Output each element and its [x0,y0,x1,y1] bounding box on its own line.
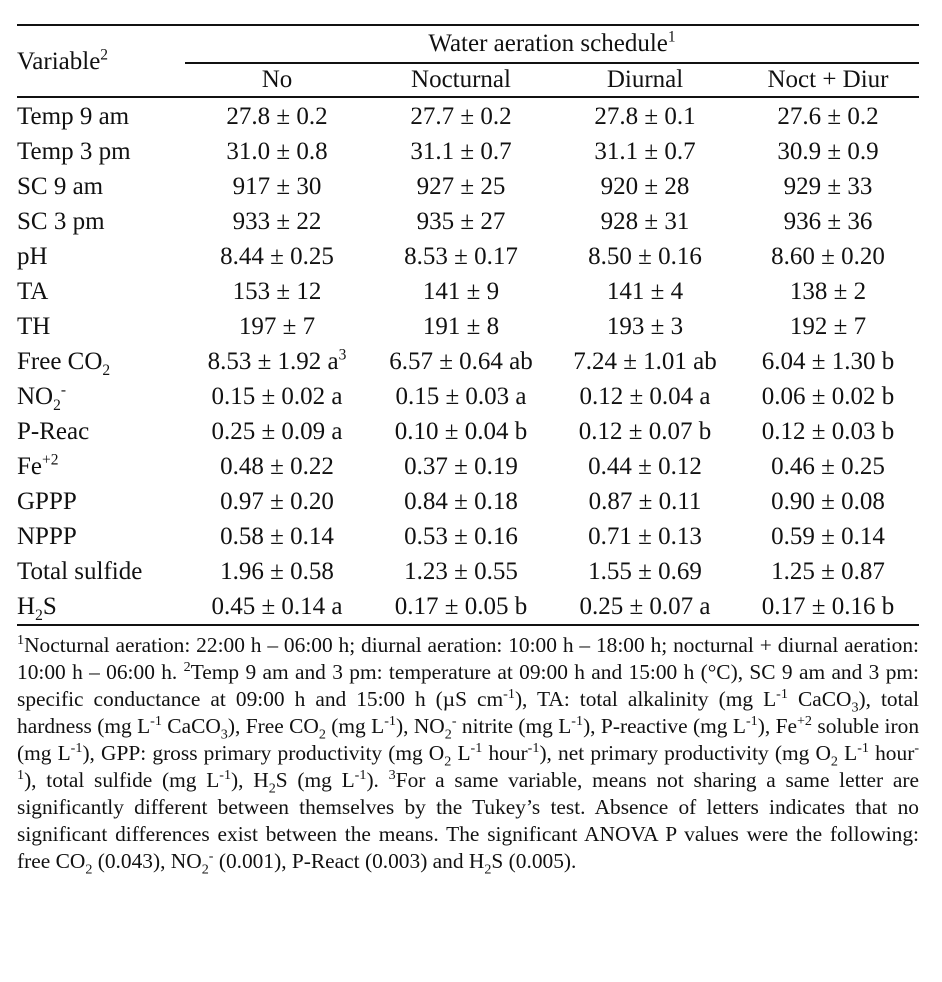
table-row [17,449,919,484]
table-cell: 0.12 ± 0.07 b [578,418,712,445]
table-footnotes: $^1$Nocturnal aeration: 22:00 h – 06:00 h; diurnal aeration: 10:00 h – 18:00 h; nocturnal + diurnal aeration: 10:00 h – 06:00 h. $^2$Temp 9 am and 3 pm: temperature at 09:00 h and 15:00 h (°C), SC 9 am and 3 pm: specific conductance at 09:00 h and 15:00 h (µS $cm^{-1}$), TA: total alkalinity (mg $L^{-1}$ CaCO$_3$), total hardness (mg $L^{-1}$ CaCO$_3$), Free $CO_2$ (mg $L^{-1}$), $NO_2^-$ nitrite (mg $L^{-1}$), P-reactive (mg $L^{-1}$), $Fe^{+2}$ soluble iron (mg $L^{-1}$), GPP: gross primary productivity (mg $O_2$ $L^{-1}$ hour$^{-1}$), net primary productivity (mg $O_2$ $L^{-1}$ hour$^{-1}$), total sulfide (mg $L^{-1}$), $H_2S$ (mg $L^{-1}$). $^3$For a same variable, means not sharing a same letter are significantly different between themselves by the Tukey’s test. Absence of letters indicates that no significant differences exist between the means. The significant ANOVA P values were the following: free $CO_2$ (0.043), $NO_2^-$ (0.001), P-React (0.003) and $H_2S$ (0.005). [17,631,920,878]
table-cell: 8.53 ± 1.92 $a^3$ [207,346,347,375]
table-cell: 0.71 ± 0.13 [588,523,702,550]
table-cell: 0.87 ± 0.11 [588,488,702,515]
table-cell: 27.8 ± 0.2 [226,103,328,130]
column-header: No [185,63,369,97]
table-cell: 0.37 ± 0.19 [404,453,518,480]
table-cell: 0.59 ± 0.14 [771,523,885,550]
table-cell: 0.53 ± 0.16 [404,523,518,550]
table-cell: 8.53 ± 0.17 [404,243,518,270]
row-label: Temp 3 pm [17,138,131,165]
table-row [17,484,919,519]
row-label: P-Reac [17,418,90,445]
table-row [17,204,919,239]
table-cell: 0.17 ± 0.16 b [761,593,895,620]
table-cell: 0.25 ± 0.09 a [211,418,343,445]
table-cell: 0.58 ± 0.14 [220,523,334,550]
table-cell: 27.8 ± 0.1 [594,103,696,130]
row-label: SC 3 pm [17,208,105,235]
row-label: Free $CO_2$ [17,348,111,379]
table-cell: 0.97 ± 0.20 [220,488,334,515]
table-cell: 31.1 ± 0.7 [410,138,512,165]
table-cell: 1.23 ± 0.55 [404,558,518,585]
table-cell: 0.84 ± 0.18 [404,488,518,515]
table-cell: 191 ± 8 [422,313,500,340]
row-label: pH [17,243,48,270]
row-label: GPPP [17,488,77,515]
row-label: Temp 9 am [17,103,130,130]
row-label: NPPP [17,523,77,550]
table-cell: 31.1 ± 0.7 [594,138,696,165]
table-cell: 197 ± 7 [238,313,316,340]
table-row [17,519,919,554]
row-label: $NO_2^-$ [17,381,67,414]
table-row [17,554,919,589]
row-label: $Fe^{+2}$ [17,451,59,480]
table-cell: 31.0 ± 0.8 [226,138,328,165]
variable-header: Variable$^2$ [17,46,109,75]
table-cell: 193 ± 3 [606,313,684,340]
table-row [17,274,919,309]
table-cell: 927 ± 25 [416,173,506,200]
table-cell: 0.10 ± 0.04 b [394,418,528,445]
table-cell: 0.90 ± 0.08 [771,488,885,515]
table-cell: 0.15 ± 0.03 a [395,383,527,410]
table-cell: 928 ± 31 [600,208,690,235]
table-cell: 0.45 ± 0.14 a [211,593,343,620]
table-cell: 138 ± 2 [789,278,867,305]
table-cell: 30.9 ± 0.9 [777,138,879,165]
table-row [17,589,919,625]
table-cell: 27.7 ± 0.2 [410,103,512,130]
table-cell: 7.24 ± 1.01 ab [573,348,717,375]
table-cell: 0.12 ± 0.03 b [761,418,895,445]
table-row [17,344,919,379]
row-label: $H_2S$ [17,593,57,624]
row-label: Total sulfide [17,558,143,585]
table-container [17,0,920,878]
table-row [17,379,919,414]
table-row [17,169,919,204]
table-cell: 0.12 ± 0.04 a [579,383,711,410]
row-label: SC 9 am [17,173,104,200]
aeration-schedule-header: Water aeration schedule$^1$ [428,28,676,57]
table-cell: 8.50 ± 0.16 [588,243,702,270]
row-label: TA [17,278,49,305]
table-cell: 936 ± 36 [783,208,873,235]
table-row [17,414,919,449]
table-cell: 8.44 ± 0.25 [220,243,334,270]
table-row [17,309,919,344]
water-quality-table [17,24,919,626]
table-row [17,239,919,274]
table-cell: 6.57 ± 0.64 ab [389,348,533,375]
table-cell: 141 ± 4 [606,278,684,305]
table-cell: 935 ± 27 [416,208,506,235]
table-cell: 1.25 ± 0.87 [771,558,885,585]
table-cell: 0.48 ± 0.22 [220,453,334,480]
table-cell: 192 ± 7 [789,313,867,340]
table-cell: 0.46 ± 0.25 [771,453,885,480]
table-cell: 0.15 ± 0.02 a [211,383,343,410]
table-cell: 933 ± 22 [232,208,322,235]
table-cell: 8.60 ± 0.20 [771,243,885,270]
table-cell: 0.17 ± 0.05 b [394,593,528,620]
table-row [17,134,919,169]
table-cell: 27.6 ± 0.2 [777,103,879,130]
table-cell: 929 ± 33 [783,173,873,200]
table-cell: 153 ± 12 [232,278,322,305]
table-cell: 1.96 ± 0.58 [220,558,334,585]
table-cell: 1.55 ± 0.69 [588,558,702,585]
table-cell: 141 ± 9 [422,278,500,305]
column-header: Diurnal [553,63,737,97]
table-cell: 917 ± 30 [232,173,322,200]
table-cell: 920 ± 28 [600,173,690,200]
table-row [17,97,919,134]
table-cell: 6.04 ± 1.30 b [761,348,895,375]
table-cell: 0.25 ± 0.07 a [579,593,711,620]
table-cell: 0.44 ± 0.12 [588,453,702,480]
column-header: Noct + Diur [737,63,919,97]
column-header: Nocturnal [369,63,553,97]
row-label: TH [17,313,51,340]
table-cell: 0.06 ± 0.02 b [761,383,895,410]
